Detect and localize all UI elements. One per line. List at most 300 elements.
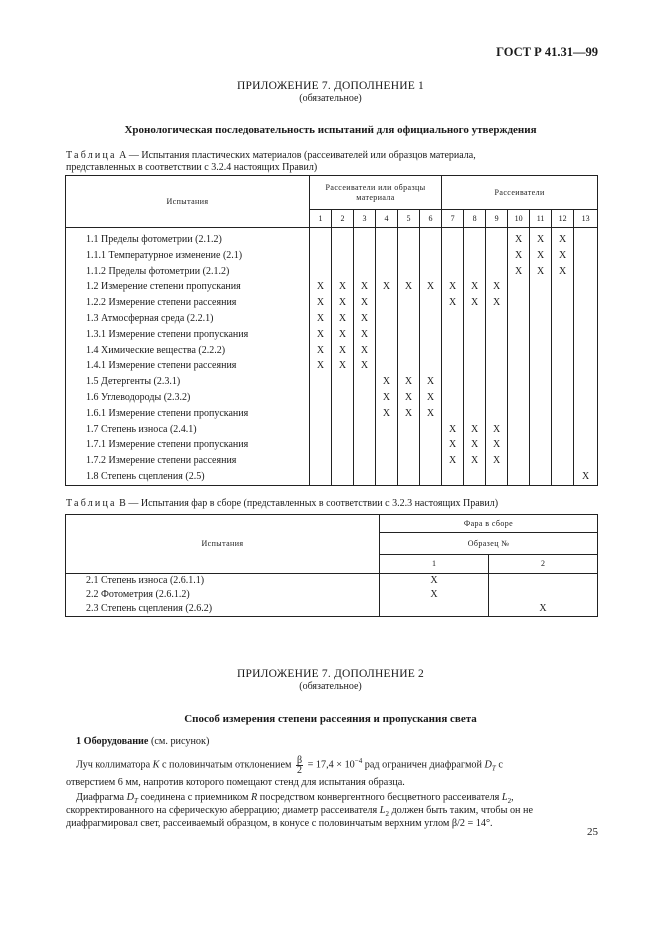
table-a-cell [310,469,332,485]
table-b-header-group: Фара в сборе [380,515,598,533]
table-a-cell [420,264,442,280]
table-a-cell [398,264,420,280]
page-number: 25 [587,826,598,838]
table-a-cell [420,422,442,438]
table-a-cell [508,390,530,406]
p2-symbol-d: D [126,792,134,803]
table-a-cell [442,311,464,327]
table-a-mark: X [332,327,354,343]
table-a-test-name: 1.5 Детергенты (2.3.1) [66,374,310,390]
table-a-cell [376,343,398,359]
table-a-cell [354,469,376,485]
table-a-cell [574,264,598,280]
table-a-cell [332,406,354,422]
table-a-cell [354,390,376,406]
table-a-mark: X [508,228,530,248]
table-a-caption-text: А — Испытания пластических материалов (рассеивателей или образцов материала, [116,150,476,161]
table-a-mark: X [332,311,354,327]
table-a-cell [464,469,486,485]
table-a-cell [486,311,508,327]
table-a-cell [574,228,598,248]
p2-symbol-l2: L [379,805,386,816]
table-b-cell [380,602,489,617]
table-a-mark: X [354,279,376,295]
table-a-cell [574,358,598,374]
table-a-mark: X [310,358,332,374]
appendix2-status: (обязательное) [299,681,362,692]
table-row [66,453,598,469]
table-a-col-number: 11 [530,210,552,228]
table-a-mark: X [310,295,332,311]
table-a-cell [398,228,420,248]
table-a-cell [464,228,486,248]
table-row [66,602,598,617]
table-b-test-name: 2.3 Степень сцепления (2.6.2) [66,602,380,617]
table-a-cell [552,358,574,374]
table-a-cell [486,390,508,406]
table-a-mark: X [464,437,486,453]
p1-text-d: рад ограничен диафрагмой [362,759,485,771]
p2-line2-text: скорректированного на сферическую аберрацию; диаметр рассеивателя [66,805,380,816]
table-row [66,358,598,374]
table-a-test-name: 1.8 Степень сцепления (2.5) [66,469,310,485]
table-a-cell [420,295,442,311]
table-a-cell [486,358,508,374]
table-row [66,374,598,390]
table-a-cell [442,358,464,374]
table-a-cell [464,327,486,343]
table-row [66,390,598,406]
table-a-cell [530,437,552,453]
table-a-cell [530,327,552,343]
table-a-cell [574,343,598,359]
table-a-cell [574,327,598,343]
table-a-body [66,228,598,486]
table-b-mark: X [489,602,598,617]
beta-half-fraction [296,756,303,775]
table-a-cell [310,406,332,422]
table-row [66,574,598,589]
table-b-col-number: 1 [380,555,489,574]
table-a-cell [332,453,354,469]
fraction-numerator: β [296,754,303,766]
table-a-cell [552,295,574,311]
table-a-col-number: 8 [464,210,486,228]
table-a-mark: X [442,295,464,311]
table-a-cell [354,264,376,280]
table-a-mark: X [310,311,332,327]
p1-symbol-k: K [152,759,160,771]
table-a-cell [398,437,420,453]
table-a-cell [442,390,464,406]
table-a-col-number: 10 [508,210,530,228]
table-a-cell [508,343,530,359]
table-a-cell [376,453,398,469]
table-b-mark: X [380,588,489,602]
table-a-cell [310,264,332,280]
table-a-cell [354,406,376,422]
table-a-cell [530,279,552,295]
appendix1-status: (обязательное) [299,93,362,104]
table-a-cell [376,248,398,264]
appendix2-heading: Способ измерения степени рассеяния и пропускания света [184,713,477,725]
table-a-cell [332,390,354,406]
table-a-mark: X [464,453,486,469]
table-a-cell [508,327,530,343]
table-a-cell [464,343,486,359]
table-a-test-name: 1.2 Измерение степени пропускания [66,279,310,295]
table-a-cell [398,311,420,327]
table-a-mark: X [354,327,376,343]
table-a-cell [442,264,464,280]
table-a-mark: X [332,279,354,295]
table-a-test-name: 1.1 Пределы фотометрии (2.1.2) [66,228,310,248]
table-a-caption [66,150,606,174]
table-a-cell [574,422,598,438]
table-row [66,422,598,438]
table-a-cell [376,311,398,327]
p1-exponent: −4 [354,757,363,765]
table-a-mark: X [376,374,398,390]
table-a-cell [486,374,508,390]
table-a-mark: X [464,279,486,295]
appendix1-heading: Хронологическая последовательность испытаний для официального утверждения [124,124,537,136]
table-a-cell [420,228,442,248]
table-a-cell [464,248,486,264]
table-a-mark: X [398,374,420,390]
table-a-cell [442,248,464,264]
table-row [66,437,598,453]
table-a-test-name: 1.6 Углеводороды (2.3.2) [66,390,310,406]
table-a-cell [354,248,376,264]
table-row [66,327,598,343]
table-a-cell [354,422,376,438]
table-b-test-name: 2.2 Фотометрия (2.6.1.2) [66,588,380,602]
table-a-cell [552,469,574,485]
table-a-cell [574,374,598,390]
table-a-cell [530,374,552,390]
table-a-cell [442,327,464,343]
table-a-mark: X [552,264,574,280]
table-a-cell [574,311,598,327]
paragraph-1-line-1 [76,755,598,775]
table-a-cell [574,437,598,453]
table-a-cell [486,264,508,280]
p2-text-a: Диафрагма [76,792,127,803]
table-a-cell [398,343,420,359]
table-row [66,279,598,295]
table-a-cell [420,327,442,343]
table-a-cell [420,453,442,469]
table-a-cell [464,264,486,280]
table-a-cell [398,295,420,311]
table-a-cell [376,264,398,280]
table-row [66,588,598,602]
table-row [66,228,598,248]
table-a-cell [486,248,508,264]
table-a-mark: X [398,390,420,406]
table-a-mark: X [332,295,354,311]
table-a-mark: X [420,406,442,422]
table-a-header-group1: Рассеиватели или образцы материала [310,176,442,210]
table-a-cell [332,248,354,264]
table-b-header-subgroup: Образец № [380,533,598,555]
table-a-cell [530,295,552,311]
table-a-col-number: 6 [420,210,442,228]
table-a-mark: X [376,279,398,295]
table-a-cell [574,279,598,295]
p2-text-d: , [511,792,514,803]
table-a-mark: X [508,248,530,264]
table-a-mark: X [552,248,574,264]
table-b-cell [489,574,598,589]
table-a-cell [552,406,574,422]
table-b-caption [66,498,606,510]
table-a-cell [464,406,486,422]
table-a-cell [574,248,598,264]
table-a-cell [398,327,420,343]
table-a [65,175,598,486]
table-a-mark: X [420,390,442,406]
table-a-cell [310,422,332,438]
p1-symbol-d: D [484,759,492,771]
table-a-mark: X [508,264,530,280]
p2-text-b: соединена с приемником [137,792,251,803]
appendix1-title: ПРИЛОЖЕНИЕ 7. ДОПОЛНЕНИЕ 1 [237,80,424,92]
table-a-cell [398,469,420,485]
table-a-mark: X [442,422,464,438]
table-a-col-number: 4 [376,210,398,228]
p2-symbol-l-sub: 2 [507,797,512,806]
table-a-mark: X [574,469,598,485]
table-a-mark: X [332,343,354,359]
table-a-mark: X [552,228,574,248]
table-a-mark: X [354,295,376,311]
table-a-caption-text-2: представленных в соответствии с 3.2.4 настоящих Правил) [66,162,318,173]
table-a-cell [420,248,442,264]
p2-symbol-r: R [250,792,258,803]
p1-text-b: с половинчатым отклонением [159,759,294,771]
table-a-cell [508,295,530,311]
table-row [66,343,598,359]
table-a-cell [376,228,398,248]
table-a-cell [530,358,552,374]
table-a-mark: X [420,374,442,390]
table-a-cell [530,343,552,359]
table-a-cell [398,453,420,469]
table-a-test-name: 1.7.2 Измерение степени рассеяния [66,453,310,469]
table-a-cell [332,422,354,438]
table-a-test-name: 1.3.1 Измерение степени пропускания [66,327,310,343]
table-a-cell [530,422,552,438]
table-a-mark: X [310,343,332,359]
table-a-mark: X [486,279,508,295]
table-a-cell [310,390,332,406]
p2-symbol-d-sub: T [134,797,138,806]
table-a-cell [508,358,530,374]
table-a-cell [464,358,486,374]
table-a-cell [420,358,442,374]
table-a-cell [552,453,574,469]
table-a-cell [310,228,332,248]
table-a-cell [376,437,398,453]
table-a-mark: X [376,406,398,422]
section-heading [76,735,598,748]
table-a-cell [420,437,442,453]
table-a-cell [508,374,530,390]
table-a-cell [486,406,508,422]
table-a-test-name: 1.7 Степень износа (2.4.1) [66,422,310,438]
table-a-cell [376,358,398,374]
table-a-cell [486,469,508,485]
table-a-cell [508,279,530,295]
table-a-test-name: 1.7.1 Измерение степени пропускания [66,437,310,453]
table-row [66,469,598,485]
table-a-mark: X [442,437,464,453]
table-a-cell [552,390,574,406]
table-a-cell [376,422,398,438]
table-a-cell [574,453,598,469]
table-a-col-number: 3 [354,210,376,228]
p1-text-a: Луч коллиматора [76,759,153,771]
table-a-cell [354,374,376,390]
table-a-cell [552,422,574,438]
p2-symbol-l2-sub: 2 [385,810,389,819]
paragraph-1-line-2: отверстием 6 мм, напротив которого помещают стенд для испытания образца. [66,777,405,788]
table-a-cell [552,279,574,295]
table-a-mark: X [354,311,376,327]
fraction-denominator: 2 [297,764,303,776]
p2-line2-text-end: должен быть таким, чтобы он не [388,805,534,816]
table-a-cell [442,374,464,390]
table-a-cell [310,248,332,264]
table-a-mark: X [442,453,464,469]
section-number: 1 [76,736,82,747]
section-title: Оборудование [83,736,149,747]
table-a-mark: X [376,390,398,406]
table-a-cell [508,422,530,438]
table-a-col-number: 12 [552,210,574,228]
table-a-cell [332,437,354,453]
table-a-mark: X [486,422,508,438]
table-a-cell [486,327,508,343]
table-a-mark: X [442,279,464,295]
table-a-cell [508,453,530,469]
table-a-cell [530,406,552,422]
table-a-cell [574,390,598,406]
table-a-mark: X [398,406,420,422]
table-a-mark: X [530,264,552,280]
table-a-mark: X [486,453,508,469]
table-a-cell [354,453,376,469]
table-a-cell [310,437,332,453]
table-b-header-tests: Испытания [66,515,380,574]
table-a-cell [508,469,530,485]
appendix2-title: ПРИЛОЖЕНИЕ 7. ДОПОЛНЕНИЕ 2 [237,668,424,680]
table-a-cell [442,469,464,485]
table-a-cell [508,311,530,327]
table-a-cell [354,437,376,453]
table-a-cell [552,311,574,327]
table-b-caption-label: Таблица [66,498,117,509]
table-row [66,406,598,422]
p1-symbol-d-sub: T [491,764,496,773]
table-a-cell [508,437,530,453]
table-a-cell [464,374,486,390]
p1-text-e: с [495,759,503,771]
table-a-cell [442,228,464,248]
table-a-mark: X [464,422,486,438]
table-a-cell [508,406,530,422]
table-a-header-tests: Испытания [66,176,310,228]
table-a-cell [486,228,508,248]
table-row [66,311,598,327]
p1-text-c: = 17,4 × 10 [305,759,355,771]
table-a-cell [354,228,376,248]
table-b [65,514,598,617]
table-a-mark: X [354,358,376,374]
table-a-test-name: 1.6.1 Измерение степени пропускания [66,406,310,422]
table-a-cell [530,453,552,469]
table-a-cell [442,343,464,359]
table-a-mark: X [310,327,332,343]
table-a-cell [574,295,598,311]
table-a-cell [530,390,552,406]
table-a-cell [464,390,486,406]
section-ref: (см. рисунок) [148,736,210,747]
table-a-cell [552,343,574,359]
table-a-col-number: 1 [310,210,332,228]
table-a-cell [530,311,552,327]
table-b-body [66,574,598,617]
document-code: ГОСТ Р 41.31—99 [496,45,598,59]
table-a-cell [332,228,354,248]
table-row [66,248,598,264]
table-a-mark: X [420,279,442,295]
table-a-mark: X [530,228,552,248]
table-a-cell [398,358,420,374]
table-a-cell [552,327,574,343]
table-a-caption-label: Таблица [66,150,117,161]
table-b-caption-text: В — Испытания фар в сборе (представленных в соответствии с 3.2.3 настоящих Правил) [116,498,499,509]
table-b-cell [489,588,598,602]
table-a-cell [310,374,332,390]
table-a-mark: X [486,295,508,311]
paragraph-2-line-3: диафрагмировал свет, рассеиваемый образцом, в конусе с половинчатым верхним углом β/2 = 14°. [66,818,493,829]
table-b-col-number: 2 [489,555,598,574]
table-a-cell [442,406,464,422]
table-a-test-name: 1.1.2 Пределы фотометрии (2.1.2) [66,264,310,280]
table-a-cell [552,437,574,453]
table-a-cell [398,248,420,264]
table-a-cell [552,374,574,390]
table-row [66,264,598,280]
table-a-header-group2: Рассеиватели [442,176,598,210]
table-a-col-number: 5 [398,210,420,228]
table-a-col-number: 7 [442,210,464,228]
table-a-mark: X [398,279,420,295]
table-a-cell [420,343,442,359]
table-a-col-number: 2 [332,210,354,228]
table-a-test-name: 1.3 Атмосферная среда (2.2.1) [66,311,310,327]
p2-text-c: посредством конвергентного бесцветного рассеивателя [257,792,502,803]
table-a-test-name: 1.1.1 Температурное изменение (2.1) [66,248,310,264]
table-a-cell [376,327,398,343]
table-a-cell [332,374,354,390]
table-a-cell [420,469,442,485]
table-a-cell [310,453,332,469]
table-a-cell [486,343,508,359]
